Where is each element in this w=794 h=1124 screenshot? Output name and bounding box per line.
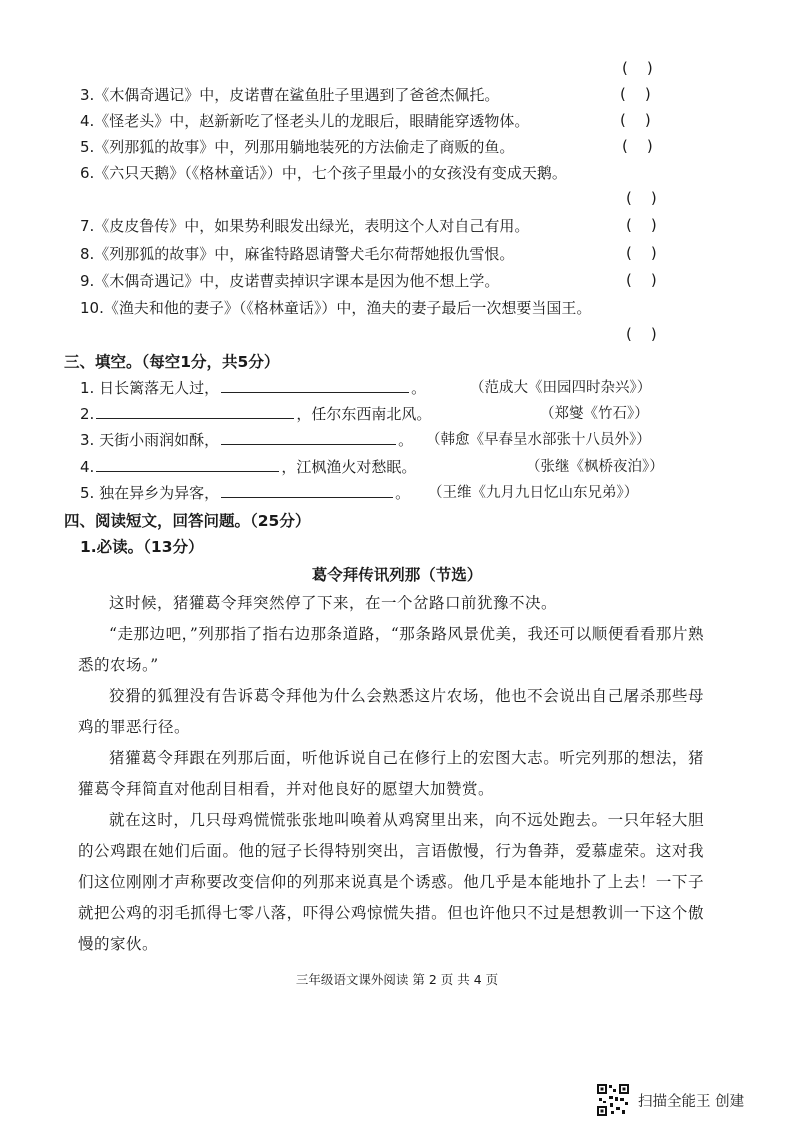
- answer-blank[interactable]: [221, 483, 393, 498]
- tf-item: 6.《六只天鹅》（《格林童话》）中，七个孩子里最小的女孩没有变成天鹅。: [80, 164, 567, 182]
- fill-item: [80, 430, 413, 450]
- fill-suffix: 。: [411, 379, 427, 397]
- poem-source: （范成大《田园四时杂兴》）: [470, 380, 652, 396]
- tf-answer-paren[interactable]: ( ): [626, 189, 657, 207]
- fill-prompt: 3. 天街小雨润如酥，: [80, 431, 220, 449]
- passage-paragraph: 狡猾的狐狸没有告诉葛令拜他为什么会熟悉这片农场，他也不会说出自己屠杀那些母鸡的罪恶行径。: [78, 687, 704, 736]
- passage-paragraph: 就在这时，几只母鸡慌慌张张地叫唤着从鸡窝里出来，向不远处跑去。一只年轻大胆的公鸡跟在她们后面。他的冠子长得特别突出，言语傲慢，行为鲁莽，爱慕虚荣。这对我们这位刚刚才声称要改变信仰的列那来说真是个诱惑。他几乎是本能地扑了上去！一下子就把公鸡的羽毛抓得七零八落，吓得公鸡惊慌失措。但也许他只不过是想教训一下这个傲慢的家伙。: [78, 811, 704, 953]
- page-footer: 三年级语文课外阅读 第 2 页 共 4 页: [295, 972, 499, 987]
- fill-prompt: 5. 独在异乡为异客，: [80, 484, 220, 502]
- poem-source: （韩愈《早春呈水部张十八员外》）: [426, 432, 651, 448]
- passage-paragraph: 猪獾葛令拜跟在列那后面，听他诉说自己在修行上的宏图大志。听完列那的想法，猪獾葛令拜简直对他刮目相看，并对他良好的愿望大加赞赏。: [78, 749, 704, 798]
- passage-paragraph: 这时候，猪獾葛令拜突然停了下来，在一个岔路口前犹豫不决。: [109, 594, 558, 612]
- answer-blank[interactable]: [96, 404, 294, 419]
- tf-answer-paren[interactable]: ( ): [620, 85, 651, 103]
- fill-suffix: 。: [398, 431, 414, 449]
- answer-blank[interactable]: [96, 457, 279, 472]
- fill-item: [80, 483, 410, 503]
- tf-item: 5.《列那狐的故事》中，列那用躺地装死的方法偷走了商贩的鱼。: [80, 138, 515, 156]
- poem-source: （张继《枫桥夜泊》）: [526, 459, 664, 475]
- fill-prompt: 1. 日长篱落无人过，: [80, 379, 220, 397]
- passage-body: [78, 588, 704, 960]
- tf-item: 8.《列那狐的故事》中，麻雀特路恩请警犬毛尔荷帮她报仇雪恨。: [80, 245, 515, 263]
- section-4-subtitle: 1.必读。（13分）: [80, 538, 204, 556]
- fill-suffix: ，江枫渔火对愁眠。: [281, 458, 417, 476]
- qr-code-icon: [596, 1083, 630, 1117]
- tf-answer-paren[interactable]: ( ): [626, 325, 657, 343]
- fill-item: [80, 378, 426, 398]
- section-4-title: 四、阅读短文，回答问题。（25分）: [64, 512, 311, 530]
- tf-item: 7.《皮皮鲁传》中，如果势利眼发出绿光，表明这个人对自己有用。: [80, 217, 530, 235]
- fill-suffix: 。: [395, 484, 411, 502]
- passage-paragraph: “走那边吧，”列那指了指右边那条道路，“那条路风景优美，我还可以顺便看看那片熟悉的农场。”: [78, 625, 704, 674]
- answer-blank[interactable]: [221, 378, 409, 393]
- fill-suffix: ，任尔东西南北风。: [296, 405, 432, 423]
- tf-answer-paren[interactable]: ( ): [626, 271, 657, 289]
- tf-answer-paren[interactable]: ( ): [626, 216, 657, 234]
- poem-source: （郑燮《竹石》）: [540, 406, 649, 422]
- scanner-watermark: 扫描全能王 创建: [638, 1094, 745, 1110]
- passage-title: 葛令拜传讯列那（节选）: [311, 566, 483, 584]
- fill-prompt: 4.: [80, 458, 95, 476]
- tf-item: 3.《木偶奇遇记》中，皮诺曹在鲨鱼肚子里遇到了爸爸杰佩托。: [80, 86, 500, 104]
- tf-item: 4.《怪老头》中，赵新新吃了怪老头儿的龙眼后，眼睛能穿透物体。: [80, 112, 530, 130]
- tf-item: 10.《渔夫和他的妻子》（《格林童话》）中，渔夫的妻子最后一次想要当国王。: [80, 299, 592, 317]
- poem-source: （王维《九月九日忆山东兄弟》）: [428, 485, 639, 501]
- section-3-title: 三、填空。（每空1分，共5分）: [64, 353, 280, 371]
- fill-prompt: 2.: [80, 405, 95, 423]
- tf-item: 9.《木偶奇遇记》中，皮诺曹卖掉识字课本是因为他不想上学。: [80, 272, 500, 290]
- fill-item: [80, 457, 416, 477]
- tf-answer-paren[interactable]: ( ): [620, 111, 651, 129]
- top-answer-paren[interactable]: ( ): [622, 59, 653, 77]
- tf-answer-paren[interactable]: ( ): [626, 244, 657, 262]
- answer-blank[interactable]: [221, 430, 396, 445]
- tf-answer-paren[interactable]: ( ): [622, 137, 653, 155]
- fill-item: [80, 404, 431, 424]
